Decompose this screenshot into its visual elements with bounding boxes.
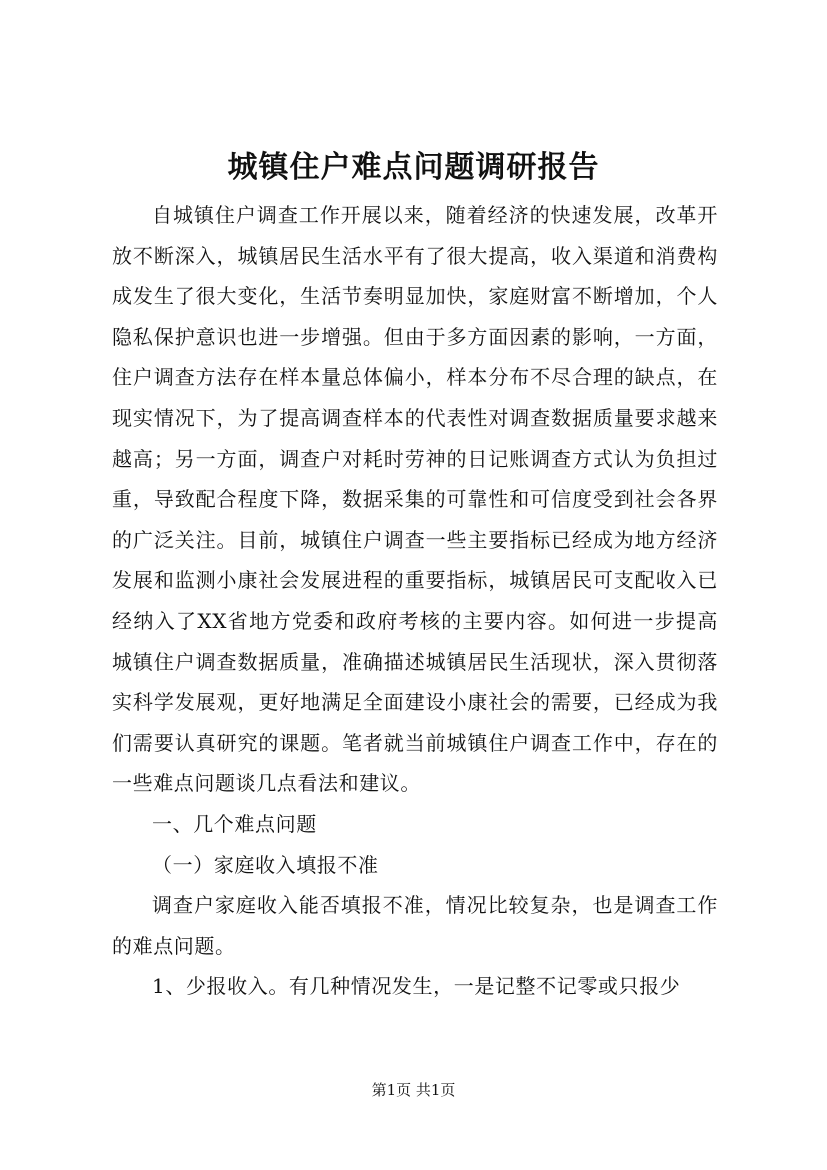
paragraph: 调查户家庭收入能否填报不准，情况比较复杂，也是调查工作的难点问题。 [112,893,718,958]
document-title: 城镇住户难点问题调研报告 [227,150,600,185]
subsection-heading: （一）家庭收入填报不准 [152,852,379,877]
section-heading: 一、几个难点问题 [152,811,317,836]
paragraph-intro: 自城镇住户调查工作开展以来，随着经济的快速发展，改革开放不断深入，城镇居民生活水平有了很大提高，收入渠道和消费构成发生了很大变化，生活节奏明显加快，家庭财富不断增加，个人隐私保护意识也进一步增强。但由于多方面因素的影响，一方面，住户调查方法存在样本量总体偏小，样本分布不尽合理的缺点，在现实情况下，为了提高调查样本的代表性对调查数据质量要求越来越高；另一方面，调查户对耗时劳神的日记账调查方式认为负担过重，导致配合程度下降，数据采集的可靠性和可信度受到社会各界的广泛关注。目前，城镇住户调查一些主要指标已经成为地方经济发展和监测小康社会发展进程的重要指标，城镇居民可支配收入已经纳入了XX省地方党委和政府考核的主要内容。如何进一步提高城镇住户调查数据质量，准确描述城镇居民生活现状，深入贯彻落实科学发展观，更好地满足全面建设小康社会的需要，已经成为我们需要认真研究的课题。笔者就当前城镇住户调查工作中，存在的一些难点问题谈几点看法和建议。 [112,203,718,796]
document-body [112,195,718,1007]
page-footer: 第1页 共1页 [371,1081,456,1099]
paragraph: 1、少报收入。有几种情况发生，一是记整不记零或只报少 [152,974,681,999]
